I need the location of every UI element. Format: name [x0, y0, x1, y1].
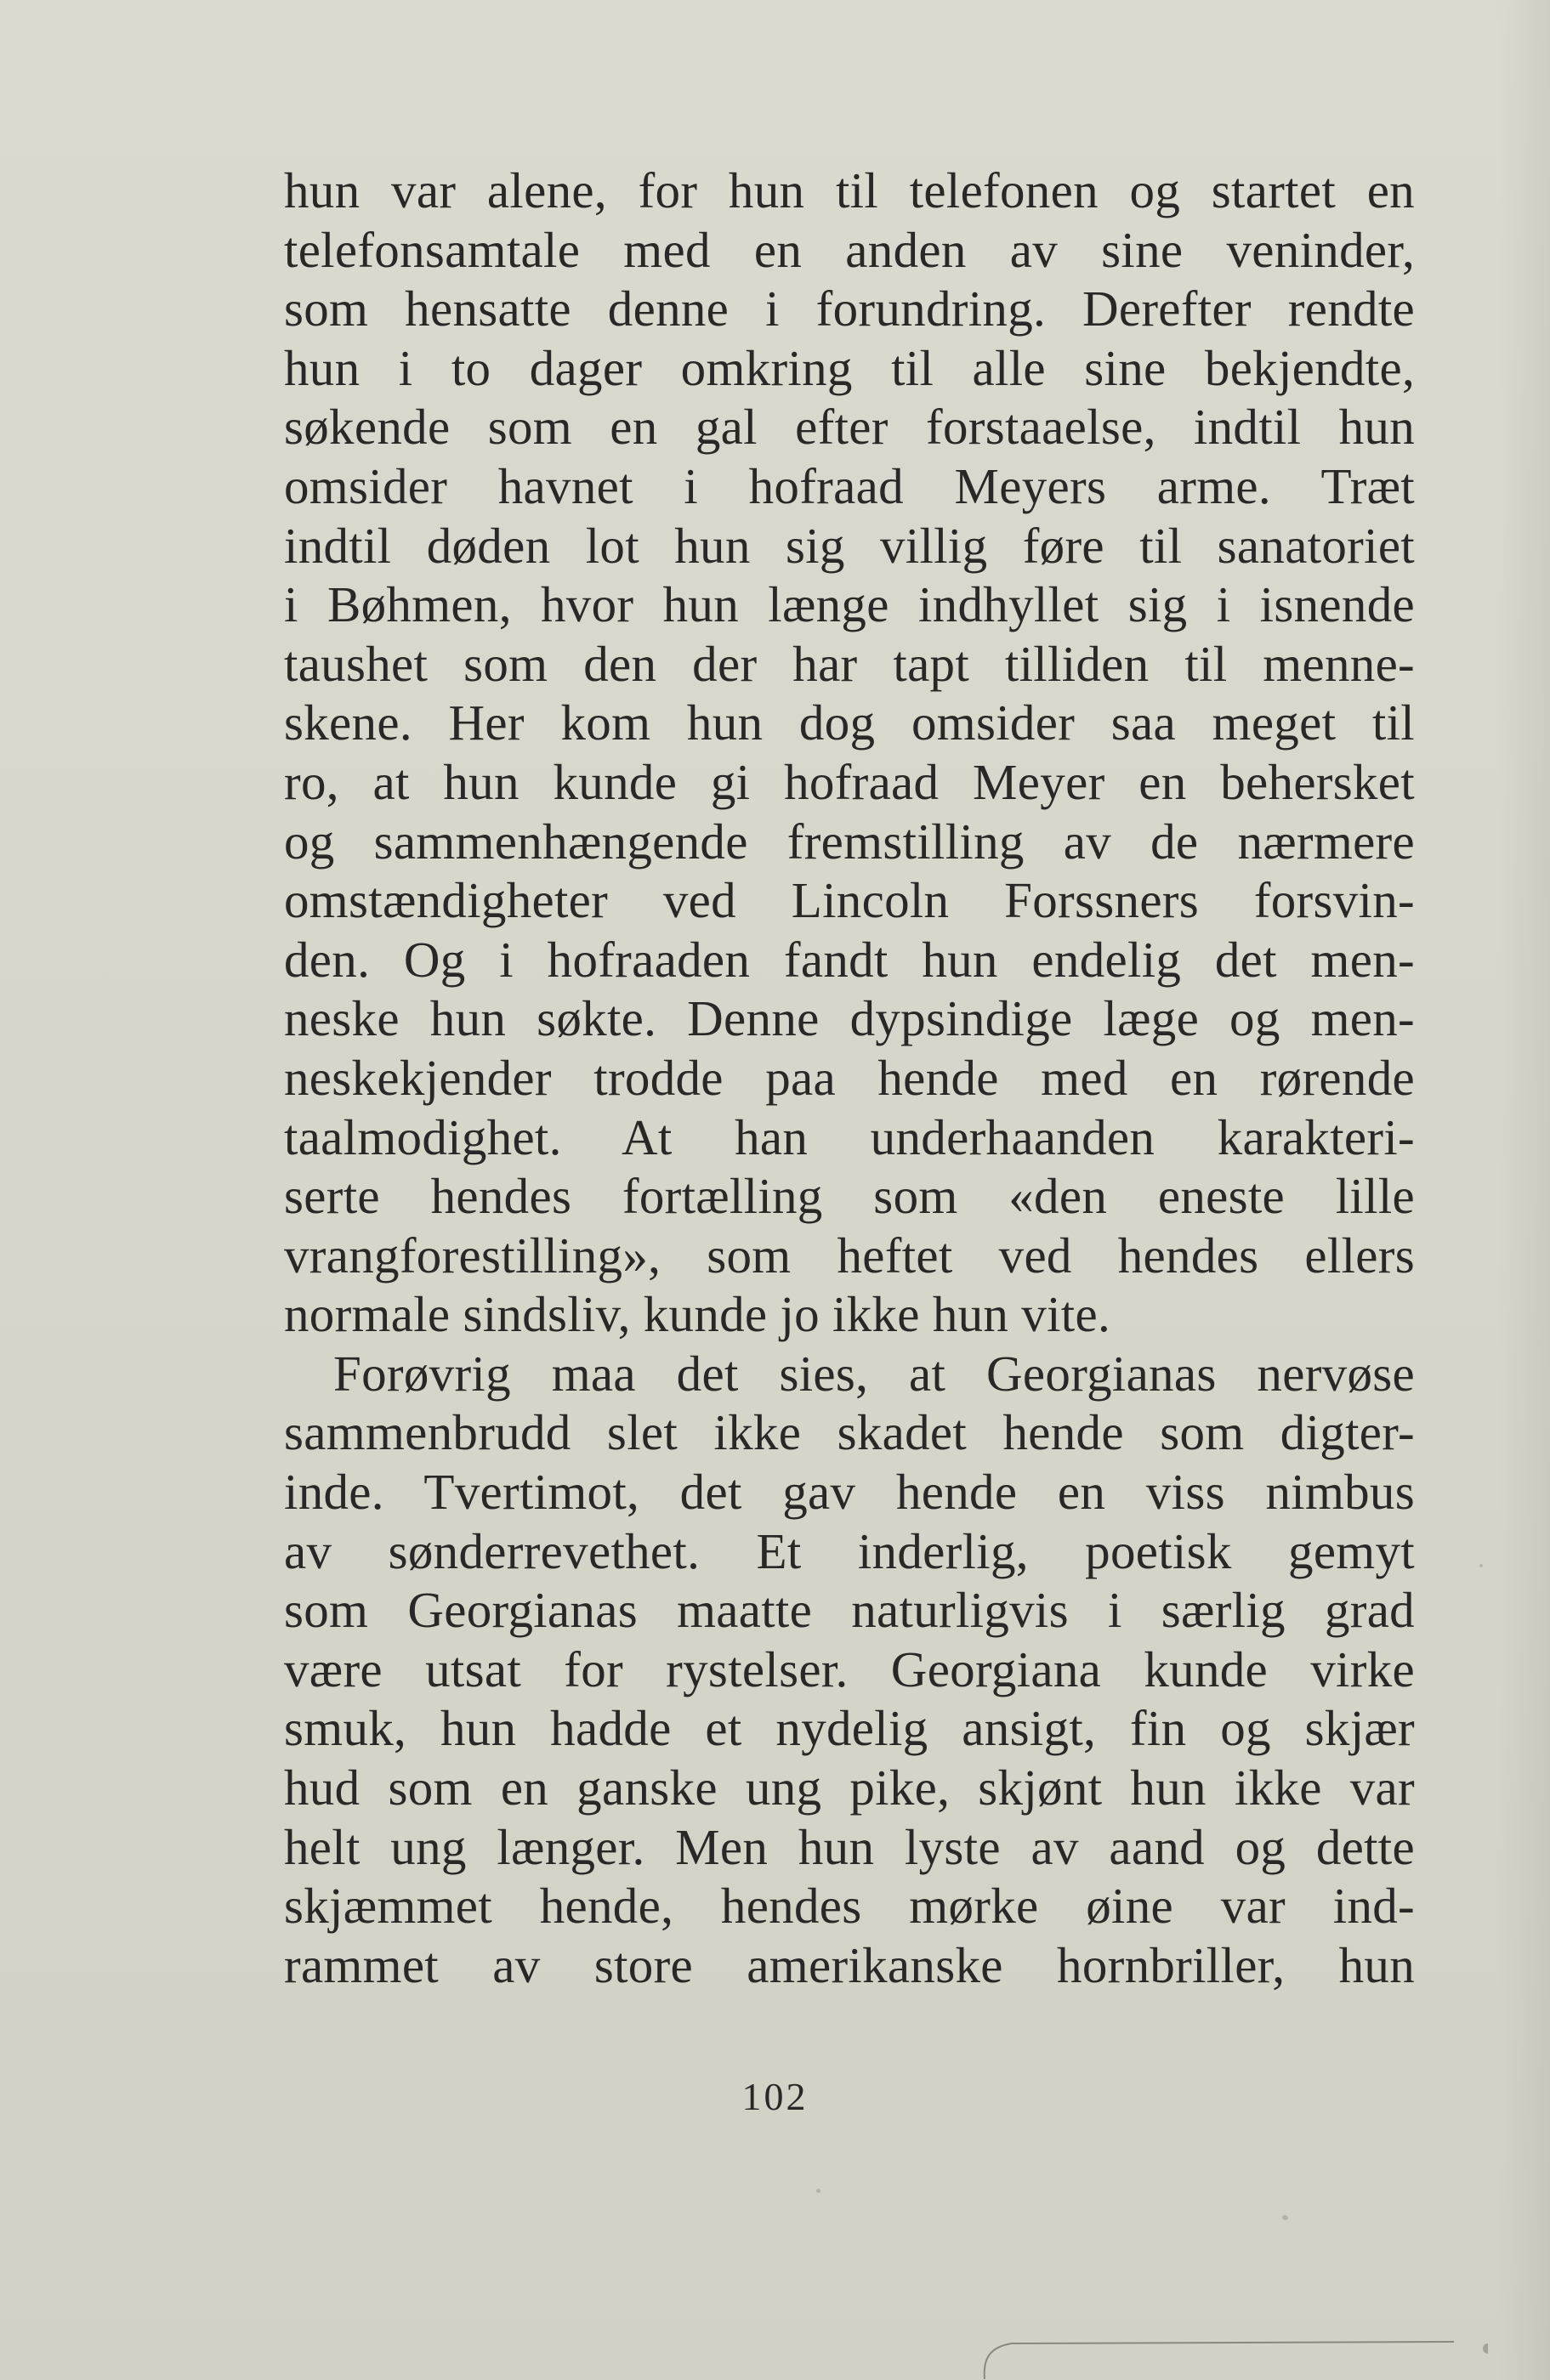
page-edge-shadow: [1499, 0, 1550, 2380]
text-line: ro, at hun kunde gi hofraad Meyer en behersket: [284, 753, 1415, 810]
paper-speck: [816, 2189, 820, 2193]
text-line: taalmodighet. At han underhaanden karakteri-: [284, 1108, 1415, 1165]
text-line: taushet som den der har tapt tilliden til menne-: [284, 635, 1415, 692]
text-line: hun i to dager omkring til alle sine bekjendte,: [284, 339, 1415, 396]
text-line: indtil døden lot hun sig villig føre til sanatoriet: [284, 517, 1415, 574]
text-line: Forøvrig maa det sies, at Georgianas nervøse: [333, 1345, 1415, 1402]
text-line: som hensatte denne i forundring. Derefter rendte: [284, 280, 1415, 337]
paper-speck: [1282, 2215, 1288, 2220]
text-line: normale sindsliv, kunde jo ikke hun vite.: [284, 1286, 1111, 1343]
text-line: omstændigheter ved Lincoln Forssners forsvin-: [284, 872, 1415, 929]
text-line: telefonsamtale med en anden av sine veninder,: [284, 221, 1415, 278]
body-text: [284, 162, 1415, 1995]
text-line: omsider havnet i hofraad Meyers arme. Træt: [284, 457, 1415, 514]
corner-scratch-mark: [978, 2325, 1488, 2380]
text-line: neske hun søkte. Denne dypsindige læge og men-: [284, 990, 1415, 1047]
text-line: og sammenhængende fremstilling av de nærmere: [284, 813, 1415, 870]
text-line: rammet av store amerikanske hornbriller, hun: [284, 1936, 1415, 1993]
text-line: være utsat for rystelser. Georgiana kunde virke: [284, 1640, 1415, 1697]
text-line: i Bøhmen, hvor hun længe indhyllet sig i isnende: [284, 576, 1415, 633]
page-number: 102: [741, 2075, 809, 2118]
text-line: som Georgianas maatte naturligvis i særlig grad: [284, 1582, 1415, 1639]
text-line: hud som en ganske ung pike, skjønt hun ikke var: [284, 1760, 1415, 1816]
paragraph-1: [284, 162, 1415, 1345]
text-line: vrangforestilling», som heftet ved hendes ellers: [284, 1227, 1415, 1284]
text-line: sammenbrudd slet ikke skadet hende som digter-: [284, 1404, 1415, 1461]
text-line: av sønderrevethet. Et inderlig, poetisk gemyt: [284, 1522, 1415, 1579]
text-line: serte hendes fortælling som «den eneste lille: [284, 1168, 1415, 1225]
text-line: neskekjender trodde paa hende med en rørende: [284, 1049, 1415, 1106]
text-line: inde. Tvertimot, det gav hende en viss nimbus: [284, 1464, 1415, 1521]
paper-speck: [1479, 1564, 1483, 1567]
text-line: skjæmmet hende, hendes mørke øine var ind-: [284, 1878, 1415, 1935]
text-line: helt ung længer. Men hun lyste av aand og dette: [284, 1818, 1415, 1875]
text-line: smuk, hun hadde et nydelig ansigt, fin og skjær: [284, 1700, 1415, 1757]
paragraph-2: [284, 1345, 1415, 1996]
text-line: hun var alene, for hun til telefonen og startet en: [284, 162, 1415, 218]
text-line: skene. Her kom hun dog omsider saa meget til: [284, 694, 1415, 751]
text-line: den. Og i hofraaden fandt hun endelig det men-: [284, 931, 1415, 988]
text-line: søkende som en gal efter forstaaelse, indtil hun: [284, 399, 1415, 456]
